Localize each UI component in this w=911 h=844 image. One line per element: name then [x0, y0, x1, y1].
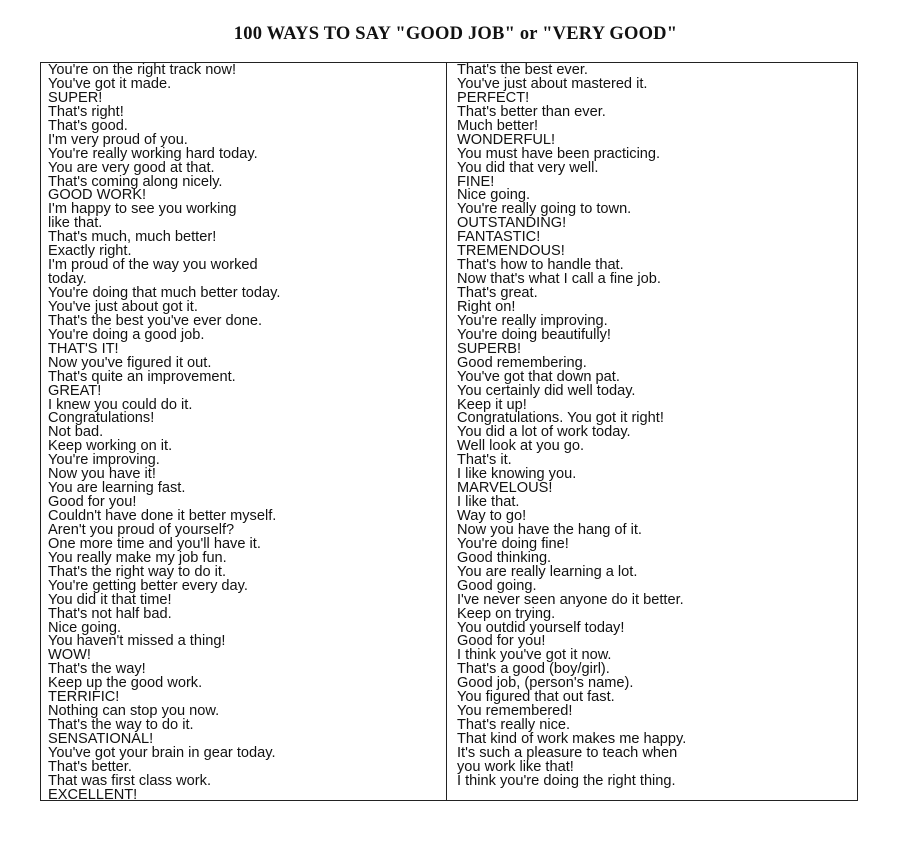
phrase-item: That's the way to do it. [48, 717, 194, 734]
phrase-item: Now you've figured it out. [48, 354, 212, 371]
phrase-item: GREAT! [48, 382, 102, 399]
phrase-item: That's not half bad. [48, 605, 172, 622]
phrase-item: Good for you! [457, 633, 546, 650]
phrase-item: Now you have it! [48, 466, 156, 483]
phrase-item: FANTASTIC! [457, 229, 541, 246]
phrase-item: I think you're doing the right thing. [457, 772, 676, 789]
phrase-item: That's great. [457, 285, 538, 301]
phrase-item: Congratulations! [48, 410, 155, 427]
phrase-item: TREMENDOUS! [457, 243, 565, 260]
phrase-item: That's the best you've ever done. [48, 312, 263, 329]
phrase-item: You've just about mastered it. [457, 75, 648, 92]
phrase-item: Good thinking. [457, 549, 552, 566]
right-column [457, 64, 686, 789]
phrases-table [40, 62, 858, 801]
phrase-item: That's a good (boy/girl). [457, 661, 610, 678]
phrase-item: Not bad. [48, 424, 104, 441]
phrase-item: That's the right way to do it. [48, 563, 226, 580]
phrase-item: Much better! [457, 117, 539, 134]
phrase-item: I like knowing you. [457, 466, 577, 483]
phrase-item: MARVELOUS! [457, 480, 553, 497]
phrase-item: SUPER! [48, 89, 103, 106]
phrase-item: It's such a pleasure to teach when [457, 744, 678, 761]
phrase-item: That's how to handle that. [457, 257, 624, 274]
phrase-item: That's coming along nicely. [48, 173, 223, 190]
phrase-item: You've got that down pat. [457, 368, 620, 385]
phrase-item: SENSATIONAL! [48, 731, 154, 747]
phrase-item: You've got it made. [48, 75, 172, 92]
phrase-item: Congratulations. You got it right! [457, 410, 664, 427]
phrase-item: That's the way! [48, 661, 146, 678]
phrase-item: I think you've got it now. [457, 647, 612, 664]
phrase-item: You're really going to town. [457, 201, 632, 218]
phrase-item: You're getting better every day. [48, 577, 248, 594]
phrase-item: That's much, much better! [48, 229, 217, 246]
phrase-item: WOW! [48, 647, 91, 664]
phrase-item: I knew you could do it. [48, 396, 193, 413]
phrase-item: You are learning fast. [48, 480, 186, 497]
phrase-item: You're on the right track now! [48, 62, 237, 78]
phrase-item: You're doing that much better today. [48, 285, 281, 301]
phrase-item: you work like that! [457, 758, 574, 775]
column-divider [446, 63, 447, 800]
phrase-item: Good remembering. [457, 354, 587, 371]
phrase-item: Exactly right. [48, 243, 132, 260]
phrase-item: You're improving. [48, 452, 160, 469]
phrase-item: Keep up the good work. [48, 675, 203, 692]
phrase-item: You're doing fine! [457, 535, 569, 552]
phrase-item: Keep it up! [457, 396, 527, 413]
phrase-item: You haven't missed a thing! [48, 633, 226, 650]
phrase-item: GOOD WORK! [48, 187, 147, 204]
phrase-item: You really make my job fun. [48, 549, 227, 566]
phrase-item: That's right! [48, 103, 124, 120]
page-title: 100 WAYS TO SAY "GOOD JOB" or "VERY GOOD" [233, 24, 678, 44]
phrase-item: TERRIFIC! [48, 689, 120, 706]
phrase-item: That was first class work. [48, 772, 211, 789]
phrase-item: EXCELLENT! [48, 786, 138, 803]
phrase-item: You did that very well. [457, 159, 599, 176]
phrase-item: You must have been practicing. [457, 145, 661, 162]
phrase-item: Right on! [457, 298, 516, 315]
phrase-item: WONDERFUL! [457, 131, 556, 148]
phrase-item: Good job, (person's name). [457, 675, 634, 692]
phrase-item: Keep working on it. [48, 438, 173, 455]
phrase-item: Couldn't have done it better myself. [48, 508, 277, 524]
phrase-item: I'm happy to see you working [48, 201, 237, 218]
phrase-item: I've never seen anyone do it better. [457, 591, 684, 608]
phrase-item: THAT'S IT! [48, 340, 119, 357]
phrase-item: You are really learning a lot. [457, 563, 638, 580]
phrase-item: I'm very proud of you. [48, 131, 188, 148]
left-column [48, 64, 280, 803]
phrase-item: That kind of work makes me happy. [457, 731, 687, 747]
phrase-item: You remembered! [457, 703, 573, 720]
phrase-item: today. [48, 271, 87, 288]
phrase-item: One more time and you'll have it. [48, 535, 261, 552]
phrase-item: That's better. [48, 758, 132, 775]
phrase-item: You're really working hard today. [48, 145, 258, 162]
phrase-item: OUTSTANDING! [457, 215, 567, 232]
phrase-item: You figured that out fast. [457, 689, 615, 706]
phrase-item: FINE! [457, 173, 495, 190]
phrase-item: You certainly did well today. [457, 382, 636, 399]
phrase-item: Nothing can stop you now. [48, 703, 220, 720]
phrase-item: Aren't you proud of yourself? [48, 521, 235, 538]
phrase-item: Now that's what I call a fine job. [457, 271, 661, 288]
phrase-item: Way to go! [457, 508, 527, 524]
phrase-item: That's the best ever. [457, 62, 588, 78]
phrase-item: That's quite an improvement. [48, 368, 236, 385]
phrase-item: That's better than ever. [457, 103, 606, 120]
phrase-item: You did it that time! [48, 591, 172, 608]
phrase-item: Now you have the hang of it. [457, 521, 642, 538]
phrase-item: You've just about got it. [48, 298, 198, 315]
phrase-item: Nice going. [457, 187, 531, 204]
phrase-item: SUPERB! [457, 340, 522, 357]
phrase-item: You're doing a good job. [48, 326, 205, 343]
phrase-item: Good going. [457, 577, 537, 594]
phrase-item: You've got your brain in gear today. [48, 744, 276, 761]
phrase-item: Nice going. [48, 619, 122, 636]
phrase-item: You did a lot of work today. [457, 424, 631, 441]
phrase-item: That's really nice. [457, 717, 571, 734]
phrase-item: That's it. [457, 452, 512, 469]
phrase-item: I like that. [457, 494, 520, 511]
phrase-item: Keep on trying. [457, 605, 556, 622]
phrase-item: like that. [48, 215, 103, 232]
phrase-item: That's good. [48, 117, 128, 134]
phrase-item: You're really improving. [457, 312, 608, 329]
phrase-item: You outdid yourself today! [457, 619, 625, 636]
phrase-item: Well look at you go. [457, 438, 585, 455]
phrase-item: You're doing beautifully! [457, 326, 611, 343]
phrase-item: Good for you! [48, 494, 137, 511]
phrase-item: PERFECT! [457, 89, 530, 106]
phrase-item: I'm proud of the way you worked [48, 257, 258, 274]
phrase-item: You are very good at that. [48, 159, 215, 176]
